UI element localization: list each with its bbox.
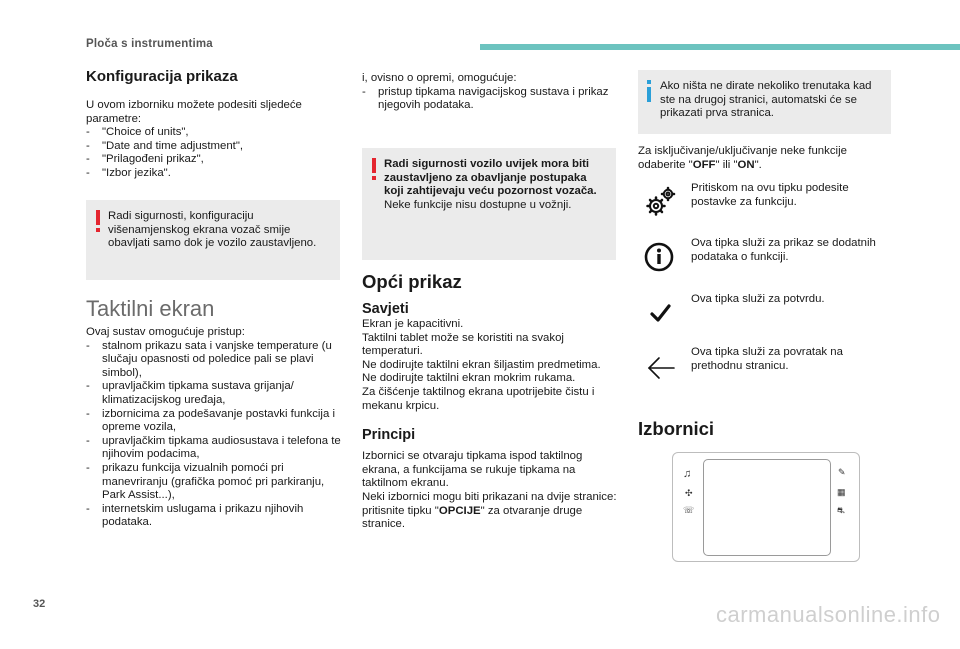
icon-description: Pritiskom na ovu tipku podesite postavke za funkciju. bbox=[691, 182, 849, 208]
tips-text bbox=[362, 318, 618, 413]
section-title-touchscreen: Taktilni ekran bbox=[86, 296, 215, 321]
touchscreen-list bbox=[86, 340, 342, 530]
tip-line: Ne dodirujte taktilni ekran mokrim rukama. bbox=[362, 372, 576, 385]
principles-text-a: Neki izbornici mogu biti prikazani na dvije stranice: pritisnite tipku " bbox=[362, 490, 617, 517]
touchscreen-illustration bbox=[672, 452, 860, 562]
display-config-intro: U ovom izborniku možete podesiti sljedeće parametre: bbox=[86, 99, 302, 125]
pen-icon: ✎ bbox=[838, 467, 846, 477]
tip-line: Ne dodirujte taktilni ekran šiljastim predmetima. bbox=[362, 358, 601, 371]
subsection-title-tips: Savjeti bbox=[362, 301, 409, 317]
continuation-list bbox=[362, 86, 618, 113]
music-note-icon: ♫ bbox=[683, 468, 692, 480]
list-item: - upravljačkim tipkama sustava grijanja/ klimatizacijskog uređaja, bbox=[86, 380, 342, 407]
warning-note-driving bbox=[362, 148, 616, 260]
fan-icon: ✣ bbox=[685, 488, 693, 498]
icon-description: Ova tipka služi za prikaz se dodatnih podataka o funkciji. bbox=[691, 237, 876, 263]
section-title-menus: Izbornici bbox=[638, 418, 715, 439]
running-header: Ploča s instrumentima bbox=[86, 38, 213, 50]
column-1 bbox=[86, 68, 342, 181]
column-1-touchscreen bbox=[86, 296, 342, 530]
info-icon bbox=[646, 80, 652, 102]
toggle-text-c: ". bbox=[754, 158, 762, 171]
toggle-text-b: " ili " bbox=[715, 158, 738, 171]
toggle-text-a: Za isključivanje/uključivanje neke funkcije odaberite " bbox=[638, 145, 847, 171]
list-item: - upravljačkim tipkama audiosustava i telefona te njihovim podacima, bbox=[86, 435, 342, 462]
list-item: - pristup tipkama navigacijskog sustava i prikaz njegovih podataka. bbox=[362, 86, 618, 113]
icon-description: Ova tipka služi za potvrdu. bbox=[691, 293, 825, 305]
principles-text: Izbornici se otvaraju tipkama ispod taktilnog ekrana, a funkcijama se rukuje tipkama na taktilnom ekranu. bbox=[362, 450, 583, 490]
tip-line: Taktilni tablet može se koristiti na svakoj temperaturi. bbox=[362, 331, 564, 358]
list-item: - "Choice of units", bbox=[86, 126, 342, 140]
tip-line: Ekran je kapacitivni. bbox=[362, 318, 464, 330]
list-item: - prikazu funkcija vizualnih pomoći pri manevriranju (grafička pomoć pri parkiranju, Park Assist...), bbox=[86, 462, 342, 503]
section-title-display-config: Konfiguracija prikaza bbox=[86, 68, 238, 85]
info-circle-icon bbox=[641, 237, 681, 277]
apps-grid-icon: ▦ bbox=[837, 487, 846, 497]
touchscreen-intro: Ovaj sustav omogućuje pristup: bbox=[86, 326, 245, 338]
section-title-overview: Opći prikaz bbox=[362, 271, 462, 292]
subsection-title-principles: Principi bbox=[362, 427, 416, 444]
page-number: 32 bbox=[33, 598, 46, 610]
warning-icon bbox=[370, 158, 378, 180]
info-text: Ako ništa ne dirate nekoliko trenutaka kad ste na drugoj stranici, automatski će se prikazati prva stranica. bbox=[660, 80, 872, 120]
icon-description: Ova tipka služi za povratak na prethodnu stranicu. bbox=[691, 346, 843, 372]
phone-car-icon: ☏ bbox=[683, 505, 695, 515]
tip-line: Za čišćenje taktilnog ekrana upotrijebite čistu i mekanu krpicu. bbox=[362, 385, 595, 412]
list-item: - stalnom prikazu sata i vanjske temperature (u slučaju opasnosti od poledice pali se plavi simbol), bbox=[86, 340, 342, 381]
settings-gears-icon bbox=[641, 182, 681, 222]
warning-icon bbox=[94, 210, 102, 232]
warning-note-config bbox=[86, 200, 340, 280]
column-2-overview bbox=[362, 271, 618, 532]
on-label: ON bbox=[737, 158, 755, 171]
list-item: - internetskim uslugama i prikazu njihovih podataka. bbox=[86, 503, 342, 530]
display-config-list bbox=[86, 126, 342, 180]
info-note bbox=[638, 70, 891, 134]
touchscreen-display bbox=[703, 459, 831, 556]
list-item: - "Date and time adjustment", bbox=[86, 140, 342, 154]
warning-text: Neke funkcije nisu dostupne u vožnji. bbox=[384, 198, 572, 211]
toggle-text bbox=[638, 145, 891, 172]
warning-bold-text: Radi sigurnosti vozilo uvijek mora biti zaustavljeno za obavljanje postupaka koji zahtijevaju veću pozornost vozača. bbox=[384, 158, 597, 198]
principles-text-options bbox=[362, 491, 618, 532]
list-item: - izbornicima za podešavanje postavki funkcija i opreme vozila, bbox=[86, 408, 342, 435]
column-2 bbox=[362, 72, 618, 113]
list-item: - "Prilagođeni prikaz", bbox=[86, 153, 342, 167]
header-accent-bar bbox=[480, 44, 960, 50]
principles-text-c: " za otvaranje druge stranice. bbox=[362, 504, 583, 531]
warning-text: Radi sigurnosti, konfiguraciju višenamjenskog ekrana vozač smije obavljati samo dok je vozilo zaustavljeno. bbox=[108, 210, 317, 250]
watermark: carmanualsonline.info bbox=[716, 602, 941, 627]
continuation-intro: i, ovisno o opremi, omogućuje: bbox=[362, 72, 517, 84]
car-icon: ⛐ bbox=[837, 505, 845, 515]
list-item: - "Izbor jezika". bbox=[86, 167, 342, 181]
checkmark-icon bbox=[641, 293, 681, 333]
back-arrow-icon bbox=[641, 346, 681, 386]
options-key-label: OPCIJE bbox=[438, 504, 481, 517]
off-label: OFF bbox=[692, 158, 716, 171]
